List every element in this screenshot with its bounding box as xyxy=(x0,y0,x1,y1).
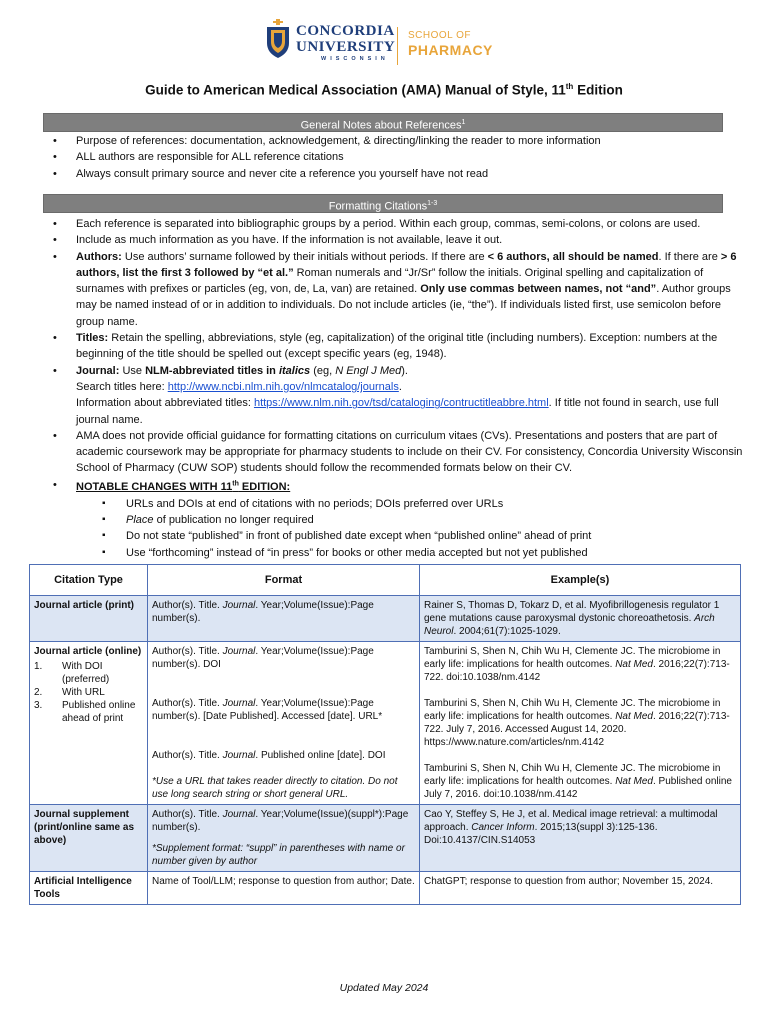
citation-example: Rainer S, Thomas D, Tokarz D, et al. Myofibrillogenesis regulator 1 gene mutations cause paroxysmal dystonic choreoathetosis. Arch Neurol. 2004;61(7):1025-1029. xyxy=(420,596,741,642)
logo-university: UNIVERSITY xyxy=(296,39,396,55)
citation-type: Journal article (print) xyxy=(30,596,148,642)
table-row xyxy=(30,805,741,872)
citation-example: Cao Y, Steffey S, He J, et al. Medical image retrieval: a multimodal approach. Cancer Inform. 2015;13(suppl 3):125-136. Doi:10.4137/CIN.S14053 xyxy=(420,805,741,872)
logo-wisconsin: WISCONSIN xyxy=(321,56,389,62)
citation-format: Author(s). Title. Journal. Year;Volume(Issue):Page number(s). DOI Author(s). Title. Journal. Year;Volume(Issue):Page number(s). [Date Published]. Accessed [date]. URL* Author(s). Title. Journal. Published online [date]. DOI *Use a URL that takes reader directly to citation. Do not use long search string or short general URL. xyxy=(148,642,420,805)
column-header: Example(s) xyxy=(420,565,741,596)
list-item-cv-note: • AMA does not provide official guidance for formatting citations on curriculum vitaes (CVs). Presentations and posters that are part of academic coursework may be appropriate for pharmacy students to include on their CV. For consistency, Concordia University Wisconsin School of Pharmacy (CUW SOP) students should follow the recommended formats below on their CV. xyxy=(43,428,743,477)
list-item: • Include as much information as you have. If the information is not available, leave it out. xyxy=(43,232,743,248)
abbreviation-info-link[interactable]: https://www.nlm.nih.gov/tsd/cataloging/contructitleabbre.html xyxy=(253,397,549,410)
citation-type: Artificial Intelligence Tools xyxy=(30,872,148,905)
citation-example: Tamburini S, Shen N, Chih Wu H, Clemente JC. The microbiome in early life: implications for health outcomes. Nat Med. 2016;22(7):713-722. doi:10.1038/nm.4142 Tamburini S, Shen N, Chih Wu H, Clemente JC. The microbiome in early life: implications for health outcomes. Nat Med. 2016;22(7):713-722. July 7, 2016. Accessed August 14, 2020. https://www.nature.com/articles/nm.4142 Tamburini S, Shen N, Chih Wu H, Clemente JC. The microbiome in early life: implications for health outcomes. Nat Med. Published online July 7, 2016. doi:10.1038/nm.4142 xyxy=(420,642,741,805)
citation-format: Author(s). Title. Journal. Year;Volume(Issue):Page number(s). xyxy=(148,596,420,642)
page-title: Guide to American Medical Association (AMA) Manual of Style, 11th Edition xyxy=(145,82,623,98)
table-header-row xyxy=(30,565,741,596)
general-notes-list xyxy=(43,133,743,182)
citation-table xyxy=(29,564,741,905)
list-item-authors: • Authors: Use authors’ surname followed by their initials without periods. If there are < 6 authors, all should be named. If there are > 6 authors, list the first 3 followed by “et al.” Roman numerals and “Jr/Sr” follow the initials. Original spelling and capitalization of surnames with prefixes or particles (eg, von, de, La, van) are retained. Only use commas between names, not “and”. Author groups may be named instead of or in addition to individuals. Do not include articles (ie, “the”). If individuals listed first, use semicolon before group name. xyxy=(43,249,743,330)
section-heading-formatting-citations: Formatting Citations$^{1-3}$ xyxy=(43,194,723,213)
section-heading-general-notes: General Notes about References$^1$ xyxy=(43,113,723,132)
column-header: Citation Type xyxy=(30,565,148,596)
logo-pharmacy: PHARMACY xyxy=(408,42,493,58)
list-item: • Each reference is separated into bibliographic groups by a period. Within each group, commas, semi-colons, or colons are used. xyxy=(43,216,743,232)
formatting-citations-list xyxy=(43,216,743,561)
citation-type: Journal article (online) 1. With DOI (preferred) 2. With URL 3. Published online ahead of print xyxy=(30,642,148,805)
list-item: • Purpose of references: documentation, acknowledgement, & directing/linking the reader to more information xyxy=(43,133,743,149)
table-row xyxy=(30,596,741,642)
list-item: ▪ Use “forthcoming” instead of “in press” for books or other media accepted but not yet published xyxy=(76,545,743,561)
table-row xyxy=(30,642,741,805)
list-item: • Always consult primary source and never cite a reference you yourself have not read xyxy=(43,166,743,182)
list-item-titles: • Titles: Retain the spelling, abbreviations, style (eg, capitalization) of the original title (including numbers). Exception: numbers at the beginning of the title should be spelled out (except specific years (eg, 1948). xyxy=(43,330,743,363)
header-logo xyxy=(0,14,768,64)
nlm-catalog-link[interactable]: http://www.ncbi.nlm.nih.gov/nlmcatalog/journals xyxy=(167,380,399,393)
citation-example: ChatGPT; response to question from author; November 15, 2024. xyxy=(420,872,741,905)
citation-format: Name of Tool/LLM; response to question from author; Date. xyxy=(148,872,420,905)
list-item: • ALL authors are responsible for ALL reference citations xyxy=(43,149,743,165)
list-item-notable-changes: • NOTABLE CHANGES WITH 11th EDITION: ▪ URLs and DOIs at end of citations with no periods; DOIs preferred over URLs ▪ Place of publication no longer required ▪ Do not state “published” in front of published date except when “published online” ahead of print ▪ Use “forthcoming” instead of “in press” for books or other media accepted but not yet published xyxy=(43,477,743,561)
citation-type: Journal supplement (print/online same as above) xyxy=(30,805,148,872)
logo-school-of: SCHOOL OF xyxy=(408,30,472,41)
list-item-journal: • Journal: Use NLM-abbreviated titles in italics (eg, N Engl J Med). Search titles here: http://www.ncbi.nlm.nih.gov/nlmcatalog/journals. Information about abbreviated titles: https://www.nlm.nih.gov/tsd/cataloging/contructitleabbre.html. If title not found in search, use full journal name. xyxy=(43,363,743,428)
list-item: ▪ Place of publication no longer required xyxy=(76,512,743,528)
notable-changes-list xyxy=(76,496,743,561)
updated-date: Updated May 2024 xyxy=(339,982,429,994)
list-item: ▪ Do not state “published” in front of published date except when “published online” ahead of print xyxy=(76,528,743,544)
table-row xyxy=(30,872,741,905)
list-item: ▪ URLs and DOIs at end of citations with no periods; DOIs preferred over URLs xyxy=(76,496,743,512)
citation-format: Author(s). Title. Journal. Year;Volume(Issue)(suppl*):Page number(s). *Supplement format: “suppl” in parentheses with name or number given by author xyxy=(148,805,420,872)
column-header: Format xyxy=(148,565,420,596)
shield-icon xyxy=(265,19,291,59)
logo-divider xyxy=(397,27,398,65)
logo-concordia: CONCORDIA xyxy=(296,23,395,39)
